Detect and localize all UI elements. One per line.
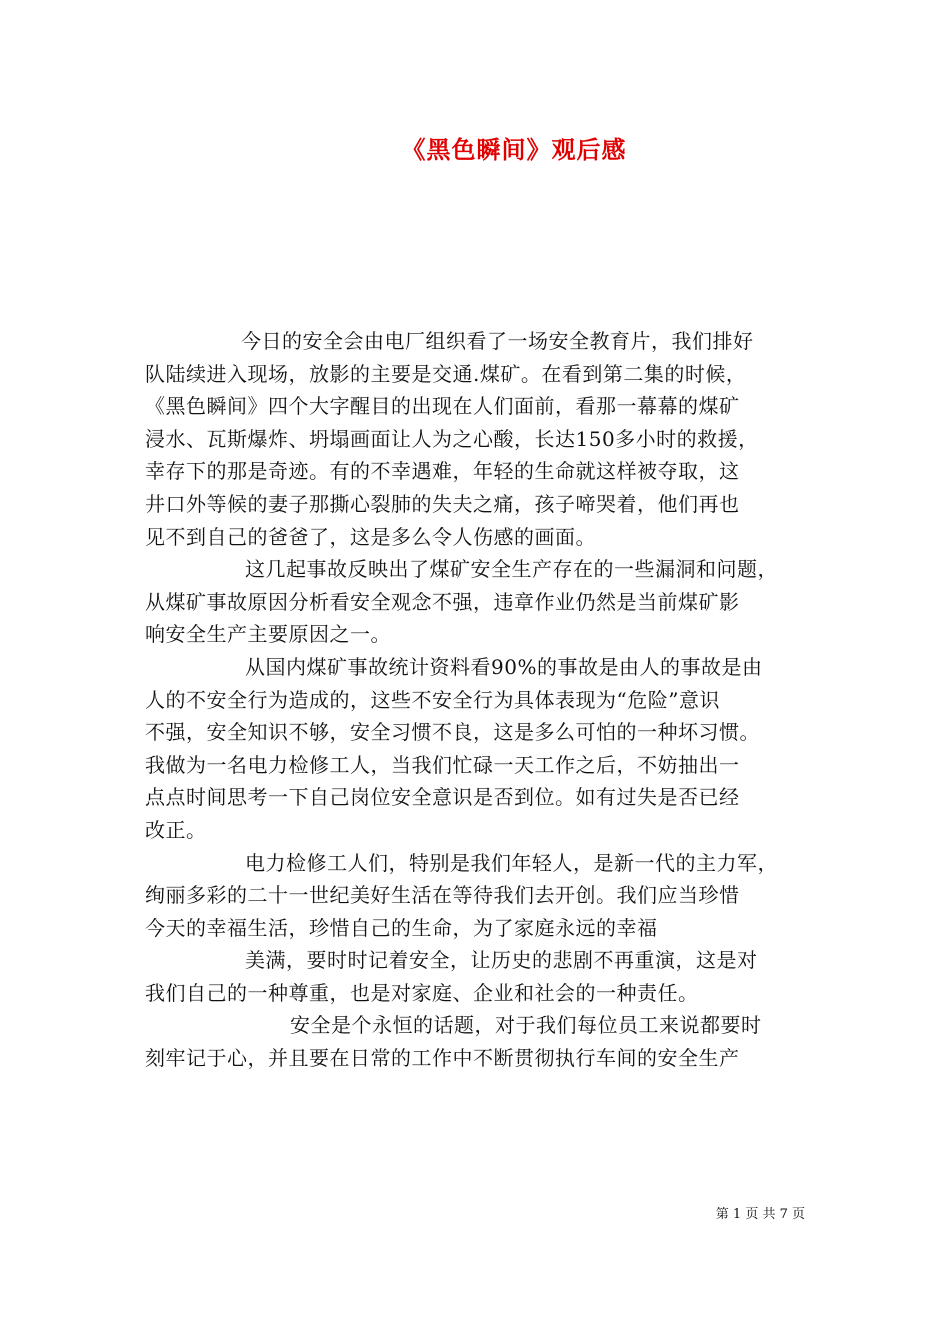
- document-title: 《黑色瞬间》观后感: [401, 135, 627, 164]
- text-line: 幸存下的那是奇迹。有的不幸遇难，年轻的生命就这样被夺取，这: [145, 459, 740, 484]
- text-line: 今日的安全会由电厂组织看了一场安全教育片，我们排好: [241, 329, 754, 353]
- text-line: 队陆续进入现场，放影的主要是交通.煤矿。在看到第二集的时候，: [145, 361, 747, 386]
- page-number: 第 1 页 共 7 页: [715, 1207, 805, 1222]
- text-line: 我做为一名电力检修工人，当我们忙碌一天工作之后，不妨抽出一: [145, 752, 740, 777]
- text-line: 刻牢记于心，并且要在日常的工作中不断贯彻执行车间的安全生产: [145, 1046, 740, 1071]
- document-body: [145, 325, 805, 1075]
- text-line: 见不到自己的爸爸了，这是多么令人伤感的画面。: [145, 524, 596, 549]
- text-line: 从国内煤矿事故统计资料看90%的事故是由人的事故是由: [245, 654, 763, 679]
- text-line: 浸水、瓦斯爆炸、坍塌画面让人为之心酸，长达150多小时的救援，: [145, 426, 759, 451]
- text-line: 今天的幸福生活，珍惜自己的生命，为了家庭永远的幸福: [145, 915, 658, 940]
- text-line: 我们自己的一种尊重，也是对家庭、企业和社会的一种责任。: [145, 980, 699, 1005]
- text-line: 响安全生产主要原因之一。: [145, 622, 391, 647]
- text-line: 从煤矿事故原因分析看安全观念不强，违章作业仍然是当前煤矿影: [145, 589, 740, 614]
- text-line: 美满，要时时记着安全，让历史的悲剧不再重演，这是对: [245, 948, 758, 973]
- text-line: 改正。: [145, 817, 207, 842]
- text-line: 点点时间思考一下自己岗位安全意识是否到位。如有过失是否已经: [145, 785, 740, 810]
- text-line: 人的不安全行为造成的，这些不安全行为具体表现为“危险”意识: [145, 687, 720, 712]
- text-line: 安全是个永恒的话题，对于我们每位员工来说都要时: [290, 1013, 762, 1038]
- text-line: 电力检修工人们，特别是我们年轻人，是新一代的主力军，: [245, 850, 778, 875]
- text-line: 绚丽多彩的二十一世纪美好生活在等待我们去开创。我们应当珍惜: [145, 883, 740, 908]
- text-line: 不强，安全知识不够，安全习惯不良，这是多么可怕的一种坏习惯。: [145, 720, 760, 745]
- text-line: 《黑色瞬间》四个大字醒目的出现在人们面前，看那一幕幕的煤矿: [145, 394, 740, 419]
- text-line: 井口外等候的妻子那撕心裂肺的失夫之痛，孩子啼哭着，他们再也: [145, 491, 740, 516]
- text-line: 这几起事故反映出了煤矿安全生产存在的一些漏洞和问题，: [245, 557, 778, 582]
